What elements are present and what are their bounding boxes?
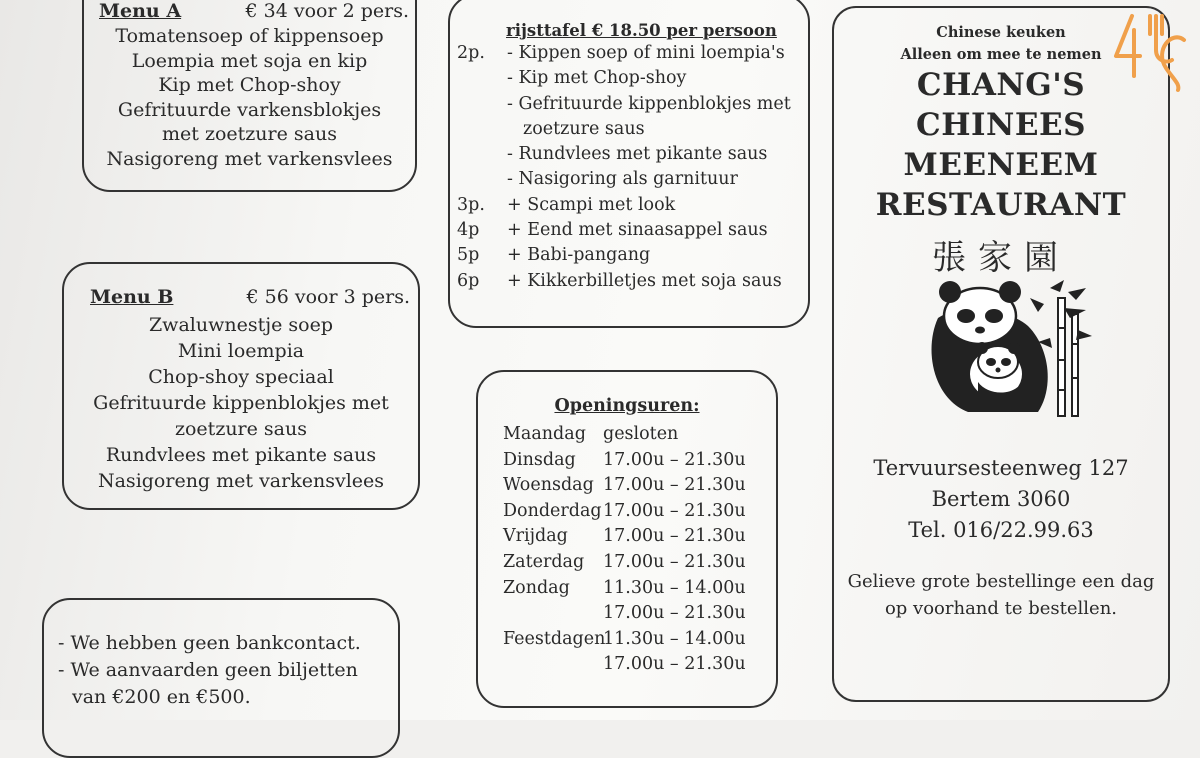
menu-item: Gefrituurde varkensblokjes xyxy=(117,98,382,121)
persons-label: 6p xyxy=(457,270,480,291)
menu-item: met zoetzure saus xyxy=(162,123,337,145)
rijsttafel-title: rijsttafel € 18.50 per persoon xyxy=(506,21,777,40)
hours-row xyxy=(503,422,763,448)
menu-item: zoetzure saus xyxy=(174,418,307,440)
persons-label: 5p xyxy=(457,245,480,266)
hours-row xyxy=(503,448,763,474)
takeaway-tagline: Alleen om mee te nemen xyxy=(900,46,1102,63)
dish-label: + Babi-pangang xyxy=(507,245,651,266)
menu-a-items xyxy=(84,24,415,171)
time-label: 11.30u – 14.00u xyxy=(603,628,746,649)
menu-b-header xyxy=(90,286,410,308)
day-label: Woensdag xyxy=(503,475,594,496)
day-label: Feestdagen xyxy=(503,628,606,649)
watermark-logo xyxy=(1110,10,1190,95)
day-label: Zaterdag xyxy=(503,551,585,572)
opening-hours-box xyxy=(476,370,778,708)
menu-item: Tomatensoep of kippensoep xyxy=(115,25,384,47)
dish-label: - Rundvlees met pikante saus xyxy=(507,144,768,165)
hours-row xyxy=(503,627,763,653)
opening-hours-title: Openingsuren: xyxy=(554,396,700,416)
menu-b-items xyxy=(64,312,418,494)
time-label: 17.00u – 21.30u xyxy=(603,526,746,547)
cuisine-tagline: Chinese keuken xyxy=(936,24,1066,41)
order-note-line: Gelieve grote bestellinge een dag xyxy=(847,571,1155,592)
dish-label: - Kippen soep of mini loempia's xyxy=(507,43,785,63)
address-street: Tervuursesteenweg 127 xyxy=(873,456,1129,480)
menu-b-box xyxy=(62,262,420,510)
menu-a-header xyxy=(99,0,409,22)
restaurant-name-line: CHANG'S xyxy=(916,67,1086,103)
time-label: 11.30u – 14.00u xyxy=(603,577,746,598)
dish-label: + Eend met sinaasappel saus xyxy=(507,220,768,241)
time-label: gesloten xyxy=(603,424,679,444)
opening-hours-list xyxy=(503,422,763,678)
payment-notes xyxy=(58,630,361,711)
time-label: 17.00u – 21.30u xyxy=(603,500,746,521)
address-city: Bertem 3060 xyxy=(931,487,1071,511)
menu-item: Kip met Chop-shoy xyxy=(158,74,341,96)
day-label: Vrijdag xyxy=(503,526,568,547)
hours-row xyxy=(503,601,763,627)
menu-a-price: € 34 voor 2 pers. xyxy=(245,0,409,22)
menu-item: Gefrituurde kippenblokjes met xyxy=(93,392,389,414)
dish-label: zoetzure saus xyxy=(523,118,645,139)
dish-label: + Kikkerbilletjes met soja saus xyxy=(507,270,782,291)
hours-row xyxy=(503,473,763,499)
menu-a-title: Menu A xyxy=(99,0,182,22)
hours-row xyxy=(503,499,763,525)
dish-label: + Scampi met look xyxy=(507,194,676,215)
dish-label: - Gefrituurde kippenblokjes met xyxy=(507,93,791,114)
chinese-name: 張家園 xyxy=(932,238,1070,278)
panda-bamboo-icon xyxy=(918,278,1094,418)
rijsttafel-box xyxy=(448,0,810,328)
time-label: 17.00u – 21.30u xyxy=(603,449,746,470)
hours-row xyxy=(503,550,763,576)
day-label: Dinsdag xyxy=(503,449,576,470)
menu-b-title: Menu B xyxy=(90,286,174,308)
restaurant-name-line: CHINEES xyxy=(916,107,1086,143)
persons-label: 2p. xyxy=(457,43,485,63)
menu-item: Nasigoreng met varkensvlees xyxy=(106,147,393,170)
menu-item: Chop-shoy speciaal xyxy=(148,366,334,388)
persons-label: 4p xyxy=(457,220,480,241)
menu-b-price: € 56 voor 3 pers. xyxy=(246,286,410,308)
persons-label: 3p. xyxy=(457,194,485,215)
restaurant-name-line: RESTAURANT xyxy=(875,187,1127,223)
hours-row xyxy=(503,576,763,602)
menu-item: Rundvlees met pikante saus xyxy=(105,444,377,466)
day-label: Donderdag xyxy=(503,500,602,521)
hours-row xyxy=(503,652,763,678)
menu-item: Nasigoreng met varkensvlees xyxy=(97,470,385,492)
day-label: Zondag xyxy=(503,577,570,598)
hours-row xyxy=(503,524,763,550)
menu-item: Mini loempia xyxy=(177,340,305,362)
time-label: 17.00u – 21.30u xyxy=(603,603,746,624)
menu-item: Zwaluwnestje soep xyxy=(148,314,333,336)
note-line: - We aanvaarden geen biljetten xyxy=(58,659,358,681)
order-note-line: op voorhand te bestellen. xyxy=(884,598,1118,619)
time-label: 17.00u – 21.30u xyxy=(603,551,746,572)
note-line: - We hebben geen bankcontact. xyxy=(58,632,361,654)
time-label: 17.00u – 21.30u xyxy=(603,475,746,496)
restaurant-name-line: MEENEEM xyxy=(903,147,1099,183)
restaurant-card xyxy=(832,6,1170,702)
time-label: 17.00u – 21.30u xyxy=(603,654,746,675)
dish-label: - Nasigoring als garnituur xyxy=(507,169,738,190)
payment-notes-box xyxy=(42,598,400,758)
note-line: van €200 en €500. xyxy=(72,686,251,708)
phone-number: Tel. 016/22.99.63 xyxy=(908,518,1094,542)
dish-label: - Kip met Chop-shoy xyxy=(507,68,687,89)
menu-a-box xyxy=(82,0,417,192)
menu-item: Loempia met soja en kip xyxy=(131,49,368,72)
day-label: Maandag xyxy=(503,424,586,444)
